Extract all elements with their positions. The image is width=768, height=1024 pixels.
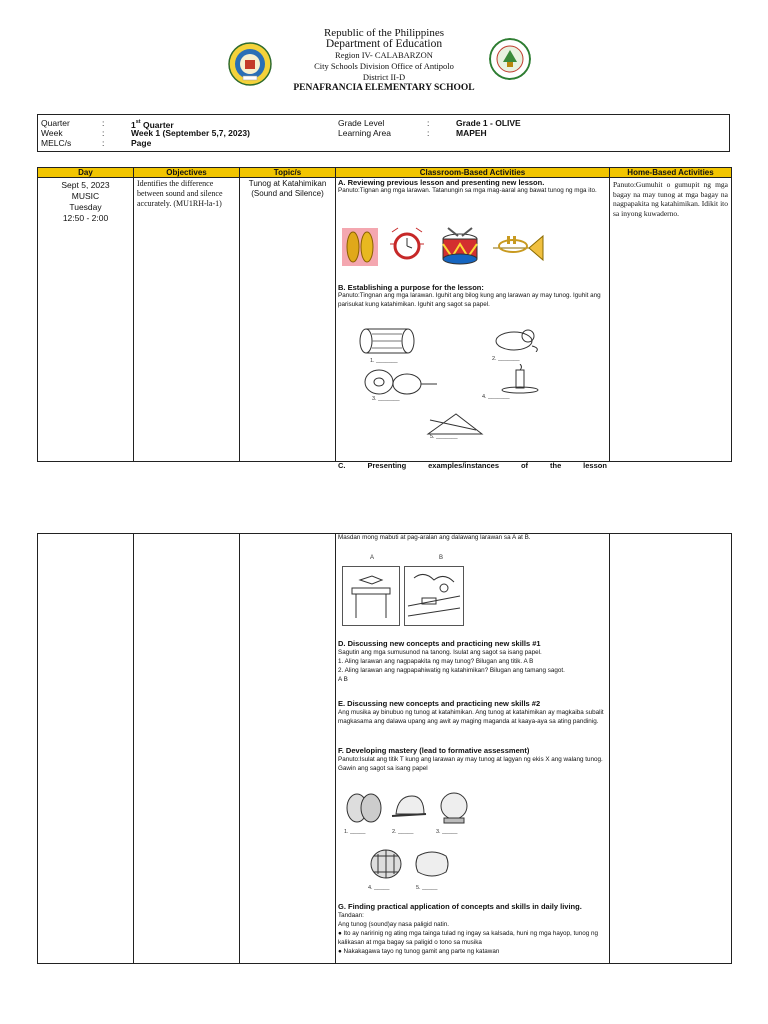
pillow-image [412,846,452,882]
activity-c-title: C. Presenting examples/instances of the lesson [338,461,607,470]
column-header-home: Home-Based Activities [610,168,732,178]
school-name: PENAFRANCIA ELEMENTARY SCHOOL [293,83,475,93]
activity-f-text: Panuto:Isulat ang titik T kung ang larawan ay may tunog at lagyan ng ekis X ang walang tunog. Gawin ang sagot sa isang papel [338,756,603,772]
f-label-5: 5. _____ [416,885,438,891]
week-value: Week 1 (September 5,7, 2023) [131,128,250,138]
activity-c-text: Masdan mong mabuti at pag-aralan ang dalawang larawan sa A at B. [338,534,531,541]
f-label-1: 1. _____ [344,829,366,835]
day-date: Sept 5, 2023 [61,180,110,190]
day-cell-empty [38,534,134,964]
activity-g-tandaan: Tandaan: [338,912,364,919]
column-header-topics: Topic/s [240,168,336,178]
activity-d-q2: 2. Aling larawan ang nagpapahiwatig ng katahimikan? Bilugan ang tamang sagot. [338,667,565,674]
day-cell [38,178,134,462]
topic-cell: Tunog at Katahimikan (Sound and Silence) [240,178,336,462]
library-desk-image [342,566,400,626]
colon: : [102,118,105,128]
learning-area-value: MAPEH [456,128,487,138]
activity-b-title: B. Establishing a purpose for the lesson: [338,283,484,292]
b-label-3: 3. _______ [372,396,400,402]
activity-a-text: Panuto:Tignan ang mga larawan. Tatanungin sa mga mag-aaral ang bawat tunog ng mga ito. [338,187,597,194]
activity-g-line1: Ang tunog (sound)ay nasa paligid natin. [338,921,449,928]
activity-d-title: D. Discussing new concepts and practicing new skills #1 [338,639,541,648]
region-line: Region IV- CALABARZON [335,50,433,60]
trumpet-image [491,228,547,264]
activity-g-line3: ● Nakakagawa tayo ng tunog gamit ang parte ng katawan [338,948,500,955]
cymbals-sketch-image [361,366,441,398]
colon: : [102,138,105,148]
division-line: City Schools Division Office of Antipolo [314,61,454,71]
image-a-label: A [370,555,375,561]
objective-cell-empty [134,534,240,964]
drum-sketch-image [356,326,420,356]
b-label-2: 2. _______ [492,356,520,362]
lesson-info-box [37,114,730,152]
day-weekday: Tuesday [69,202,102,212]
learning-area-label: Learning Area [338,128,391,138]
quarter-label: Quarter [41,118,70,128]
sleeping-cat-sketch-image [492,326,542,352]
cap-image [390,790,430,826]
document-header [0,28,768,94]
crystal-ball-image [434,790,474,826]
candle-sketch-image [498,364,546,394]
alarm-clock-image [386,224,428,268]
melc-value: Page [131,138,152,148]
home-activities-cell: Panuto:Gumuhit o gumupit ng mga bagay na may tunog at mga bagay na nagpapakita ng katahimikan. Idikit ito sa inyong kuwaderno. [610,178,732,462]
f-label-2: 2. _____ [392,829,414,835]
cymbals-image [342,228,378,266]
grade-level-label: Grade Level [338,118,385,128]
image-b-label: B [439,555,444,561]
melc-label: MELC/s [41,138,72,148]
district-line: District II-D [362,72,406,82]
colon: : [427,128,430,138]
activity-d-text: Sagutin ang mga sumusunod na tanong. Isulat ang sagot sa isang papel. [338,649,542,656]
activity-e-text: Ang musika ay binubuo ng tunog at katahimikan. Ang tunog at katahimikan ay magkaiba subalit magkasama ang dalawa upang ang awit ay maging maganda at kaaya-aya sa ating pandinig. [338,709,604,725]
grade-level-value: Grade 1 - OLIVE [456,118,521,128]
column-header-day: Day [38,168,134,178]
f-label-3: 3. _____ [436,829,458,835]
cymbals-pair-image [344,790,384,826]
b-label-4: 4. _______ [482,394,510,400]
home-cell-empty [610,534,732,964]
classroom-activities-cell-continued [336,534,610,964]
b-label-5: 5. _______ [430,434,458,440]
day-subject: MUSIC [71,191,100,201]
activity-g-line2: ● Ito ay naririnig ng ating mga tainga tulad ng ingay sa kalsada, huni ng mga hayop, tunog ng kalikasan at mga bagay sa paligid o tono sa musika [338,930,599,946]
street-scene-image [404,566,464,626]
lesson-plan-table [37,167,732,470]
department-title: Department of Education [325,38,443,50]
activity-d-q1: 1. Aling larawan ang nagpapakita ng may tunog? Bilugan ang titik. A B [338,658,534,665]
drum-image [440,224,480,268]
column-header-objectives: Objectives [134,168,240,178]
f-label-4: 4. _____ [368,885,390,891]
b-label-1: 1. _______ [370,358,398,364]
activity-d-q2-choices: A B [338,676,348,683]
colon: : [102,128,105,138]
lesson-plan-table-continued [37,533,732,964]
classroom-activities-cell [336,178,610,470]
drum-small-image [366,846,406,882]
day-time: 12:50 - 2:00 [62,213,109,223]
activity-a-title: A. Reviewing previous lesson and presenting new lesson. [338,178,545,187]
activity-g-title: G. Finding practical application of concepts and skills in daily living. [338,902,582,911]
activity-b-text: Panuto:Tingnan ang mga larawan. Iguhit ang bilog kung ang larawan ay may tunog. Iguhit ang parisukat kung katahimikan. Iguhit ang sagot sa papel. [338,292,601,308]
republic-title: Republic of the Philippines [323,27,445,39]
activity-e-title: E. Discussing new concepts and practicing new skills #2 [338,699,541,708]
column-header-classroom: Classroom-Based Activities [336,168,610,178]
objective-cell: Identifies the difference between sound and silence accurately. (MU1RH-la-1) [134,178,240,462]
quarter-value: 1st Quarter [131,119,174,130]
activity-f-title: F. Developing mastery (lead to formative assessment) [338,746,530,755]
topic-cell-empty [240,534,336,964]
week-label: Week [41,128,63,138]
colon: : [427,118,430,128]
